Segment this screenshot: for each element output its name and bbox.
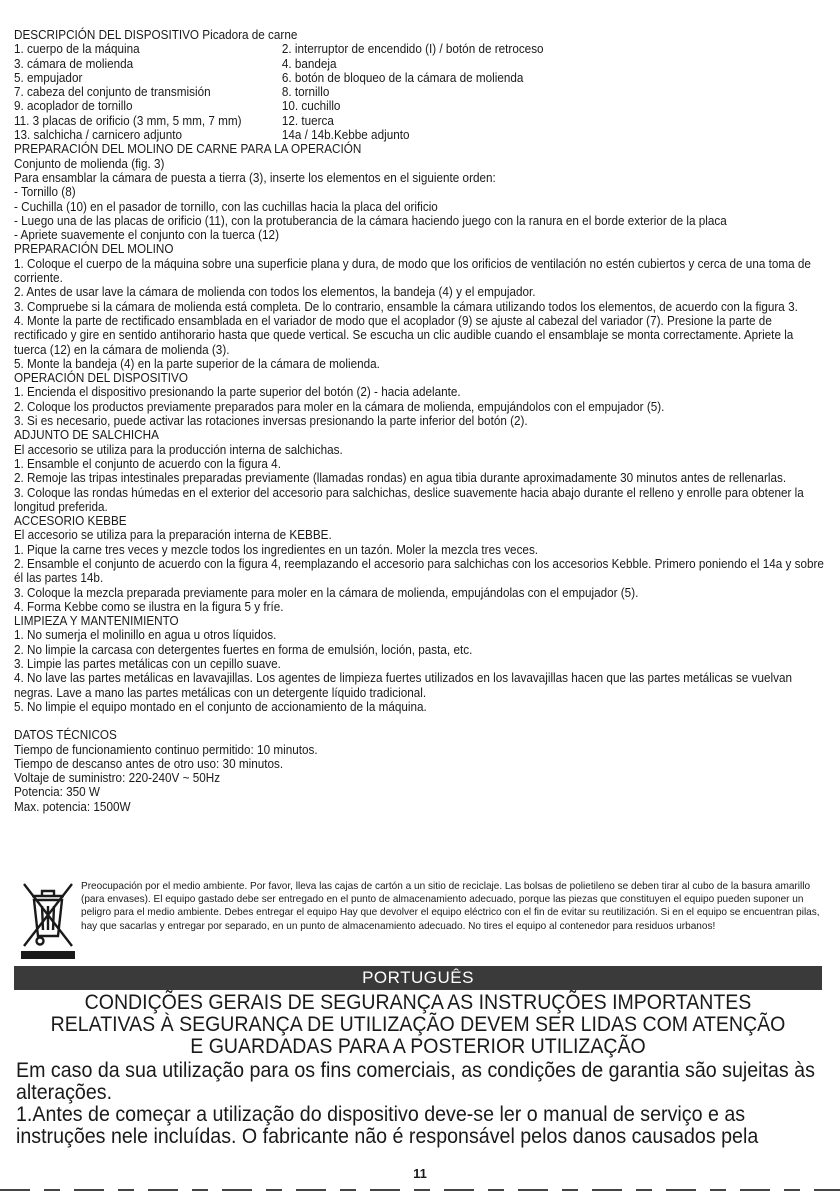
language-bar: PORTUGUÊS — [14, 966, 822, 990]
environment-notice — [14, 878, 822, 960]
part-item: 13. salchicha / carnicero adjunto — [14, 128, 182, 143]
paragraph: 5. No limpie el equipo montado en el conjunto de accionamiento de la máquina. — [14, 699, 427, 714]
spacer — [14, 714, 828, 728]
paragraph: 2. Coloque los productos previamente preparados para moler en la cámara de molienda, empujándolos con el empujador (5). — [14, 399, 665, 414]
part-item: 5. empujador — [14, 70, 83, 85]
paragraph: 1. Encienda el dispositivo presionando la parte superior del botón (2) - hacia adelante. — [14, 385, 461, 400]
tech-line: Max. potencia: 1500W — [14, 799, 131, 814]
paragraph: 1. Ensamble el conjunto de acuerdo con la figura 4. — [14, 456, 281, 471]
part-item: 7. cabeza del conjunto de transmisión — [14, 85, 211, 100]
paragraph: - Luego una de las placas de orificio (11), con la protuberancia de la cámara haciendo juego con la ranura en el borde exterior de la placa — [14, 213, 727, 228]
tech-line: Potencia: 350 W — [14, 785, 100, 800]
operation-heading: OPERACIÓN DEL DISPOSITIVO — [14, 371, 188, 386]
bottom-rule — [0, 1189, 840, 1191]
paragraph: El accesorio se utiliza para la producción interna de salchichas. — [14, 442, 343, 457]
prep-operation-heading: PREPARACIÓN DEL MOLINO DE CARNE PARA LA OPERACIÓN — [14, 142, 362, 157]
paragraph: 5. Monte la bandeja (4) en la parte superior de la cámara de molienda. — [14, 356, 380, 371]
paragraph: 3. Compruebe si la cámara de molienda está completa. De lo contrario, ensamble la cámara utilizando todos los elementos, de acuerdo con la figura 3. — [14, 299, 798, 314]
paragraph: - Tornillo (8) — [14, 185, 76, 200]
paragraph: 1. Coloque el cuerpo de la máquina sobre una superficie plana y dura, de modo que los orificios de ventilación no estén cubiertos y cerca de una toma de corriente. — [14, 256, 811, 286]
cleaning-heading: LIMPIEZA Y MANTENIMIENTO — [14, 614, 179, 629]
paragraph: 1. Pique la carne tres veces y mezcle todos los ingredientes en un tazón. Moler la mezcla tres veces. — [14, 542, 539, 557]
part-item: 1. cuerpo de la máquina — [14, 42, 140, 57]
paragraph: 1. No sumerja el molinillo en agua u otros líquidos. — [14, 628, 277, 643]
prep-molino-heading: PREPARACIÓN DEL MOLINO — [14, 242, 174, 257]
paragraph: - Cuchilla (10) en el pasador de tornillo, con las cuchillas hacia la placa del orificio — [14, 199, 438, 214]
part-item: 4. bandeja — [281, 56, 337, 71]
part-item: 10. cuchillo — [281, 99, 341, 114]
parts-list — [14, 42, 828, 142]
tech-heading: DATOS TÉCNICOS — [14, 728, 117, 743]
paragraph: 4. No lave las partes metálicas en lavavajillas. Los agentes de limpieza fuertes utilizados en los lavavajillas hacen que las partes metálicas se vuelvan negras. Lave a mano las partes metálicas con un detergente líquido tradicional. — [14, 671, 792, 700]
pt-body — [16, 1060, 820, 1148]
part-item: 8. tornillo — [281, 85, 330, 100]
paragraph: 2. Remoje las tripas intestinales preparadas previamente (llamadas rondas) en agua tibia durante aproximadamente 30 minutos antes de rellenarlas. — [14, 471, 787, 486]
part-item: 14a / 14b.Kebbe adjunto — [281, 128, 410, 143]
paragraph: 2. Ensamble el conjunto de acuerdo con la figura 4, reemplazando el accesorio para salchichas con los accesorios Kebble. Primero poniendo el 14a y sobre él las partes 14b. — [14, 556, 824, 586]
part-item: 6. botón de bloqueo de la cámara de molienda — [281, 70, 524, 85]
paragraph: Conjunto de molienda (fig. 3) — [14, 156, 165, 171]
paragraph: 2. Antes de usar lave la cámara de molienda con todos los elementos, la bandeja (4) y el empujador. — [14, 285, 536, 300]
crossed-out-wheelie-bin-icon — [18, 880, 78, 960]
tech-line: Tiempo de funcionamiento continuo permitido: 10 minutos. — [14, 742, 318, 757]
pt-paragraph: Em caso da sua utilização para os fins comerciais, as condições de garantia são sujeitas às alterações. — [16, 1059, 815, 1104]
page-number: 11 — [413, 1166, 427, 1181]
part-item: 11. 3 placas de orificio (3 mm, 5 mm, 7 mm) — [14, 113, 242, 128]
paragraph: 4. Monte la parte de rectificado ensamblada en el variador de modo que el acoplador (9) se ajuste al cabezal del variador (7). Presione la parte de rectificado y gire en sentido antihorario hasta que quede vertical. Se escucha un clic audible cuando el ensamblaje se monta correctamente. Apriete la tuerca (12) en la cámara de molienda (3). — [14, 313, 794, 357]
paragraph: - Apriete suavemente el conjunto con la tuerca (12) — [14, 228, 279, 243]
tech-line: Tiempo de descanso antes de otro uso: 30 minutos. — [14, 756, 284, 771]
description-heading: DESCRIPCIÓN DEL DISPOSITIVO Picadora de carne — [14, 28, 298, 42]
paragraph: 4. Forma Kebbe como se ilustra en la figura 5 y fríe. — [14, 599, 284, 614]
tech-line: Voltaje de suministro: 220-240V ~ 50Hz — [14, 771, 221, 786]
paragraph: El accesorio se utiliza para la preparación interna de KEBBE. — [14, 528, 332, 543]
spanish-manual-section — [14, 28, 828, 814]
part-item: 9. acoplador de tornillo — [14, 99, 133, 114]
device-description — [14, 28, 828, 814]
sausage-heading: ADJUNTO DE SALCHICHA — [14, 428, 159, 443]
part-item: 3. cámara de molienda — [14, 56, 134, 71]
pt-safety-title: CONDIÇÕES GERAIS DE SEGURANÇA AS INSTRUÇÕES IMPORTANTES RELATIVAS À SEGURANÇA DE UTILIZAÇÃO DEVEM SER LIDAS COM ATENÇÃO E GUARDADAS PARA A POSTERIOR UTILIZAÇÃO — [50, 991, 786, 1058]
part-item: 2. interruptor de encendido (I) / botón de retroceso — [281, 42, 544, 57]
environment-notice-text: Preocupación por el medio ambiente. Por favor, lleva las cajas de cartón a un sitio de reciclaje. Las bolsas de polietileno se deben tirar al cubo de la basura amarillo (para envases). El equipo gastado debe ser entregado en el punto de almacenamiento adecuado, porque las piezas que constituyen el equipo pueden suponer un peligro para el medio ambiente. Debes entregar el equipo Hay que devolver el equipo eléctrico con el fin de evitar su reutilización. Si en el equipo se encuentran pilas, hay que sacarlas y entregar por separado, en un punto de almacenamiento adecuado. No tires el equipo al contenedor para residuos urbanos! — [81, 881, 820, 932]
paragraph: 3. Coloque las rondas húmedas en el exterior del accesorio para salchichas, deslice suavemente hacia abajo durante el relleno y enrolle para obtener la longitud preferida. — [14, 485, 804, 514]
paragraph: 3. Limpie las partes metálicas con un cepillo suave. — [14, 657, 281, 672]
paragraph: 3. Coloque la mezcla preparada previamente para moler en la cámara de molienda, empujándolas con el empujador (5). — [14, 585, 639, 600]
kebbe-heading: ACCESORIO KEBBE — [14, 514, 127, 529]
pt-paragraph: 1.Antes de começar a utilização do dispositivo deve-se ler o manual de serviço e as instruções nele incluídas. O fabricante não é responsável pelos danos causados pela — [16, 1103, 759, 1148]
part-item: 12. tuerca — [281, 113, 334, 128]
paragraph: Para ensamblar la cámara de puesta a tierra (3), inserte los elementos en el siguiente orden: — [14, 170, 496, 185]
paragraph: 3. Si es necesario, puede activar las rotaciones inversas presionando la parte inferior del botón (2). — [14, 414, 528, 429]
paragraph: 2. No limpie la carcasa con detergentes fuertes en forma de emulsión, loción, pasta, etc. — [14, 642, 473, 657]
